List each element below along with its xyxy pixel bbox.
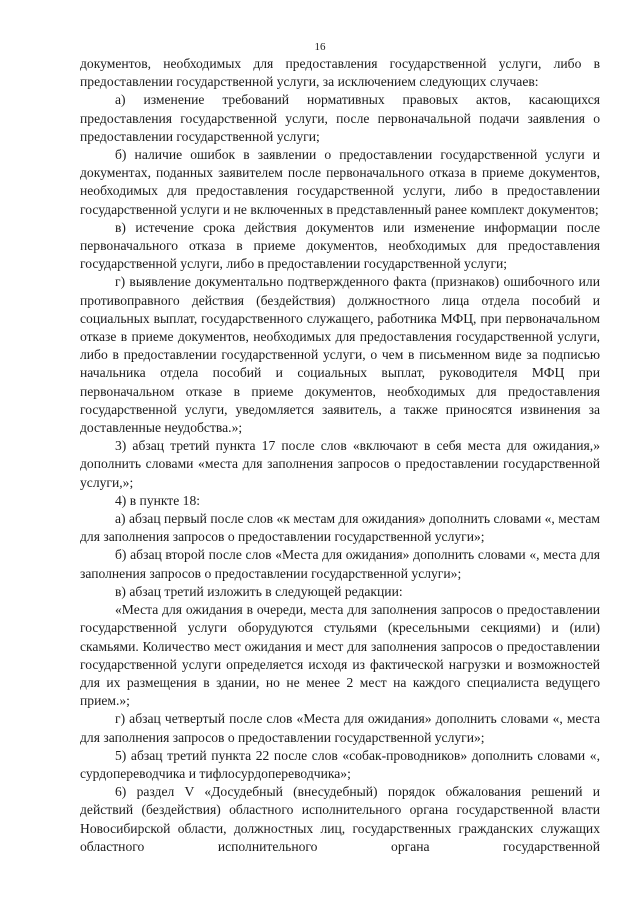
document-body: [80, 55, 600, 856]
paragraph-item-b-errors: б) наличие ошибок в заявлении о предоставлении государственной услуги и документах, поданных заявителем после первоначального отказа в приеме документов, необходимых для предоставления государственной услуги, либо в предоставлении государственной услуги и не включенных в представленный ранее комплект документов;: [80, 147, 600, 217]
paragraph-continuation: документов, необходимых для предоставления государственной услуги, либо в предоставлении государственной услуги, за исключением следующих случаев:: [80, 56, 600, 90]
paragraph-amendment-4v: в) абзац третий изложить в следующей редакции:: [115, 583, 403, 599]
paragraph-amendment-4a: а) абзац первый после слов «к местам для ожидания» дополнить словами «, местам для заполнения запросов о предоставлении государственной услуги»;: [80, 511, 600, 545]
paragraph-amendment-4b: б) абзац второй после слов «Места для ожидания» дополнить словами «, места для заполнения запросов о предоставлении государственной услуги»;: [80, 547, 600, 581]
paragraph-quoted-text: «Места для ожидания в очереди, места для заполнения запросов о предоставлении государственной услуги оборудуются стульями (кресельными секциями) и (или) скамьями. Количество мест ожидания и мест для заполнения запросов о предоставлении государственной услуги определяется исходя из фактической нагрузки и возможностей для их размещения в здании, но не менее 2 мест на каждого специалиста ведущего прием.»;: [80, 602, 600, 709]
paragraph-amendment-3: 3) абзац третий пункта 17 после слов «включают в себя места для ожидания,» дополнить словами «места для заполнения запросов о предоставлении государственной услуги,»;: [80, 438, 600, 490]
paragraph-amendment-4g: г) абзац четвертый после слов «Места для ожидания» дополнить словами «, места для заполнения запросов о предоставлении государственной услуги»;: [80, 711, 600, 745]
paragraph-item-v-expiry: в) истечение срока действия документов или изменение информации после первоначального отказа в приеме документов, необходимых для предоставления государственной услуги, либо в предоставлении государственной услуги;: [80, 219, 600, 272]
paragraph-item-g-violation: г) выявление документально подтвержденного факта (признаков) ошибочного или противоправного действия (бездействия) должностного лица отдела пособий и социальных выплат, государственного служащего, работника МФЦ, при первоначальном отказе в приеме документов, необходимых для предоставления государственной услуги, либо в предоставлении государственной услуги, о чем в письменном виде за подписью начальника отдела пособий и социальных выплат, руководителя МФЦ при первоначальном отказе в приеме документов, необходимых для предоставления государственной услуги, уведомляется заявитель, а также приносятся извинения за доставленные неудобства.»;: [80, 274, 600, 436]
paragraph-amendment-5: 5) абзац третий пункта 22 после слов «собак-проводников» дополнить словами «, сурдопереводчика и тифлосурдопереводчика»;: [80, 747, 600, 781]
paragraph-item-a-change-requirements: а) изменение требований нормативных правовых актов, касающихся предоставления государственной услуги, после первоначальной подачи заявления о предоставлении государственной услуги;: [80, 92, 600, 144]
page-number: 16: [314, 41, 326, 53]
paragraph-amendment-6: 6) раздел V «Досудебный (внесудебный) порядок обжалования решений и действий (бездействия) областного исполнительного органа государственной власти Новосибирской области, должностных лиц, государственных гражданских служащих областного исполнительного органа государственной: [80, 784, 600, 854]
paragraph-amendment-4: 4) в пункте 18:: [115, 492, 201, 508]
